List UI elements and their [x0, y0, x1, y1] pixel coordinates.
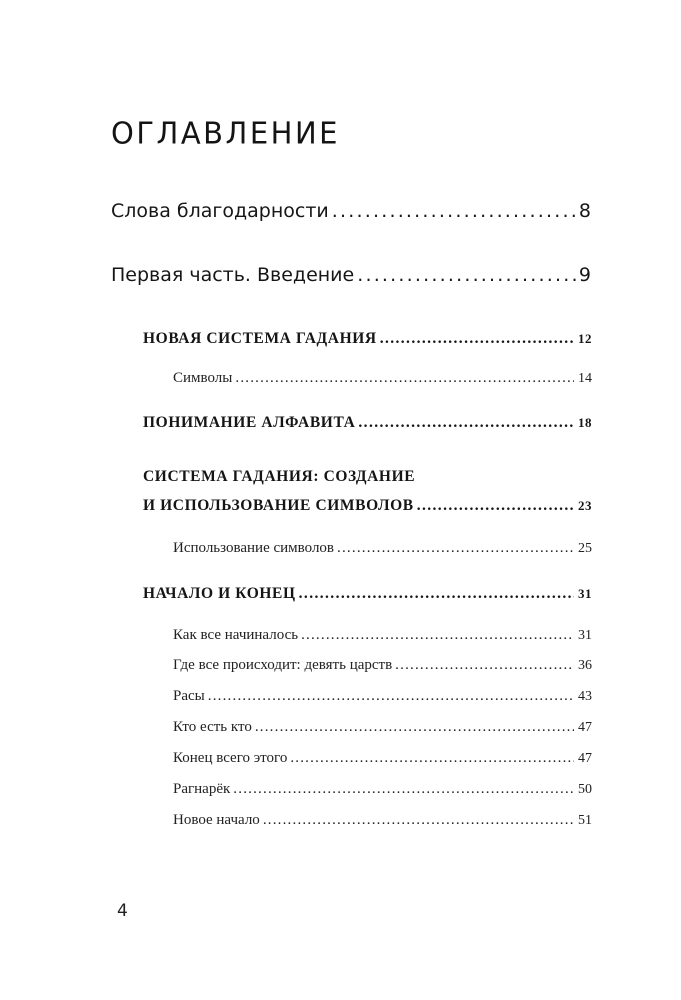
toc-subentry-label: Где все происходит: девять царств — [173, 657, 393, 673]
toc-subentry-label: Конец всего этого — [173, 750, 288, 766]
toc-page-number: 12 — [578, 331, 592, 346]
toc-entry-acknowledgements[interactable] — [111, 200, 591, 222]
toc-subentry-label: Новое начало — [173, 812, 260, 828]
dot-leader — [357, 264, 577, 286]
dot-leader — [290, 750, 574, 767]
toc-page-number: 51 — [578, 813, 592, 828]
toc-page-number: 8 — [578, 200, 591, 222]
dot-leader — [263, 812, 574, 829]
toc-page-number: 25 — [578, 541, 592, 556]
toc-page-number: 18 — [578, 415, 592, 430]
toc-page-number: 31 — [578, 586, 592, 601]
toc-subentry[interactable] — [173, 540, 592, 557]
toc-subentry-label: Символы — [173, 370, 233, 386]
dot-leader — [358, 414, 574, 432]
toc-page-number: 50 — [578, 782, 592, 797]
dot-leader — [395, 657, 574, 674]
dot-leader — [337, 540, 574, 557]
toc-page-number: 9 — [578, 264, 591, 286]
toc-subentry[interactable] — [173, 657, 592, 674]
toc-page-number: 47 — [578, 720, 592, 735]
toc-page-number: 31 — [578, 628, 592, 643]
toc-subentry[interactable] — [173, 719, 592, 736]
dot-leader — [417, 497, 574, 515]
toc-entry-part-one[interactable] — [111, 264, 591, 286]
toc-entry-label: Слова благодарности — [111, 200, 329, 222]
toc-subentry[interactable] — [173, 370, 592, 387]
toc-chapter-understanding-alphabet[interactable] — [143, 414, 592, 432]
dot-leader — [299, 585, 574, 603]
toc-chapter-new-divination-system[interactable] — [143, 330, 592, 348]
toc-subentry[interactable] — [173, 812, 592, 829]
toc-chapter-label: НОВАЯ СИСТЕМА ГАДАНИЯ — [143, 330, 377, 347]
toc-chapter-label: НАЧАЛО И КОНЕЦ — [143, 585, 296, 602]
toc-chapter-label: И ИСПОЛЬЗОВАНИЕ СИМВОЛОВ — [143, 497, 414, 514]
toc-chapter-divination-creation[interactable] — [143, 497, 592, 515]
toc-subentry[interactable] — [173, 688, 592, 705]
toc-page-number: 23 — [578, 498, 592, 513]
toc-subentry-label: Использование символов — [173, 540, 335, 556]
dot-leader — [235, 370, 574, 387]
dot-leader — [208, 688, 574, 705]
toc-page-number: 43 — [578, 689, 592, 704]
dot-leader — [255, 719, 574, 736]
toc-subentry-label: Расы — [173, 688, 205, 704]
toc-subentry-label: Кто есть кто — [173, 719, 252, 735]
toc-subentry[interactable] — [173, 627, 592, 644]
dot-leader — [301, 627, 574, 644]
toc-subentry[interactable] — [173, 781, 592, 798]
toc-subentry-label: Рагнарёк — [173, 781, 231, 797]
page-title: ОГЛАВЛЕНИЕ — [111, 115, 341, 151]
toc-chapter-label: ПОНИМАНИЕ АЛФАВИТА — [143, 414, 356, 431]
toc-entry-label: Первая часть. Введение — [111, 264, 355, 286]
page-number-folio: 4 — [117, 901, 128, 921]
toc-page-number: 14 — [578, 371, 592, 386]
toc-page-number: 36 — [578, 658, 592, 673]
toc-chapter-label-line1: СИСТЕМА ГАДАНИЯ: СОЗДАНИЕ — [143, 468, 416, 485]
dot-leader — [332, 200, 577, 222]
dot-leader — [380, 330, 574, 348]
toc-subentry-label: Как все начиналось — [173, 627, 299, 643]
toc-subentry[interactable] — [173, 750, 592, 767]
dot-leader — [233, 781, 574, 798]
toc-chapter-beginning-and-end[interactable] — [143, 585, 592, 603]
toc-page-number: 47 — [578, 751, 592, 766]
